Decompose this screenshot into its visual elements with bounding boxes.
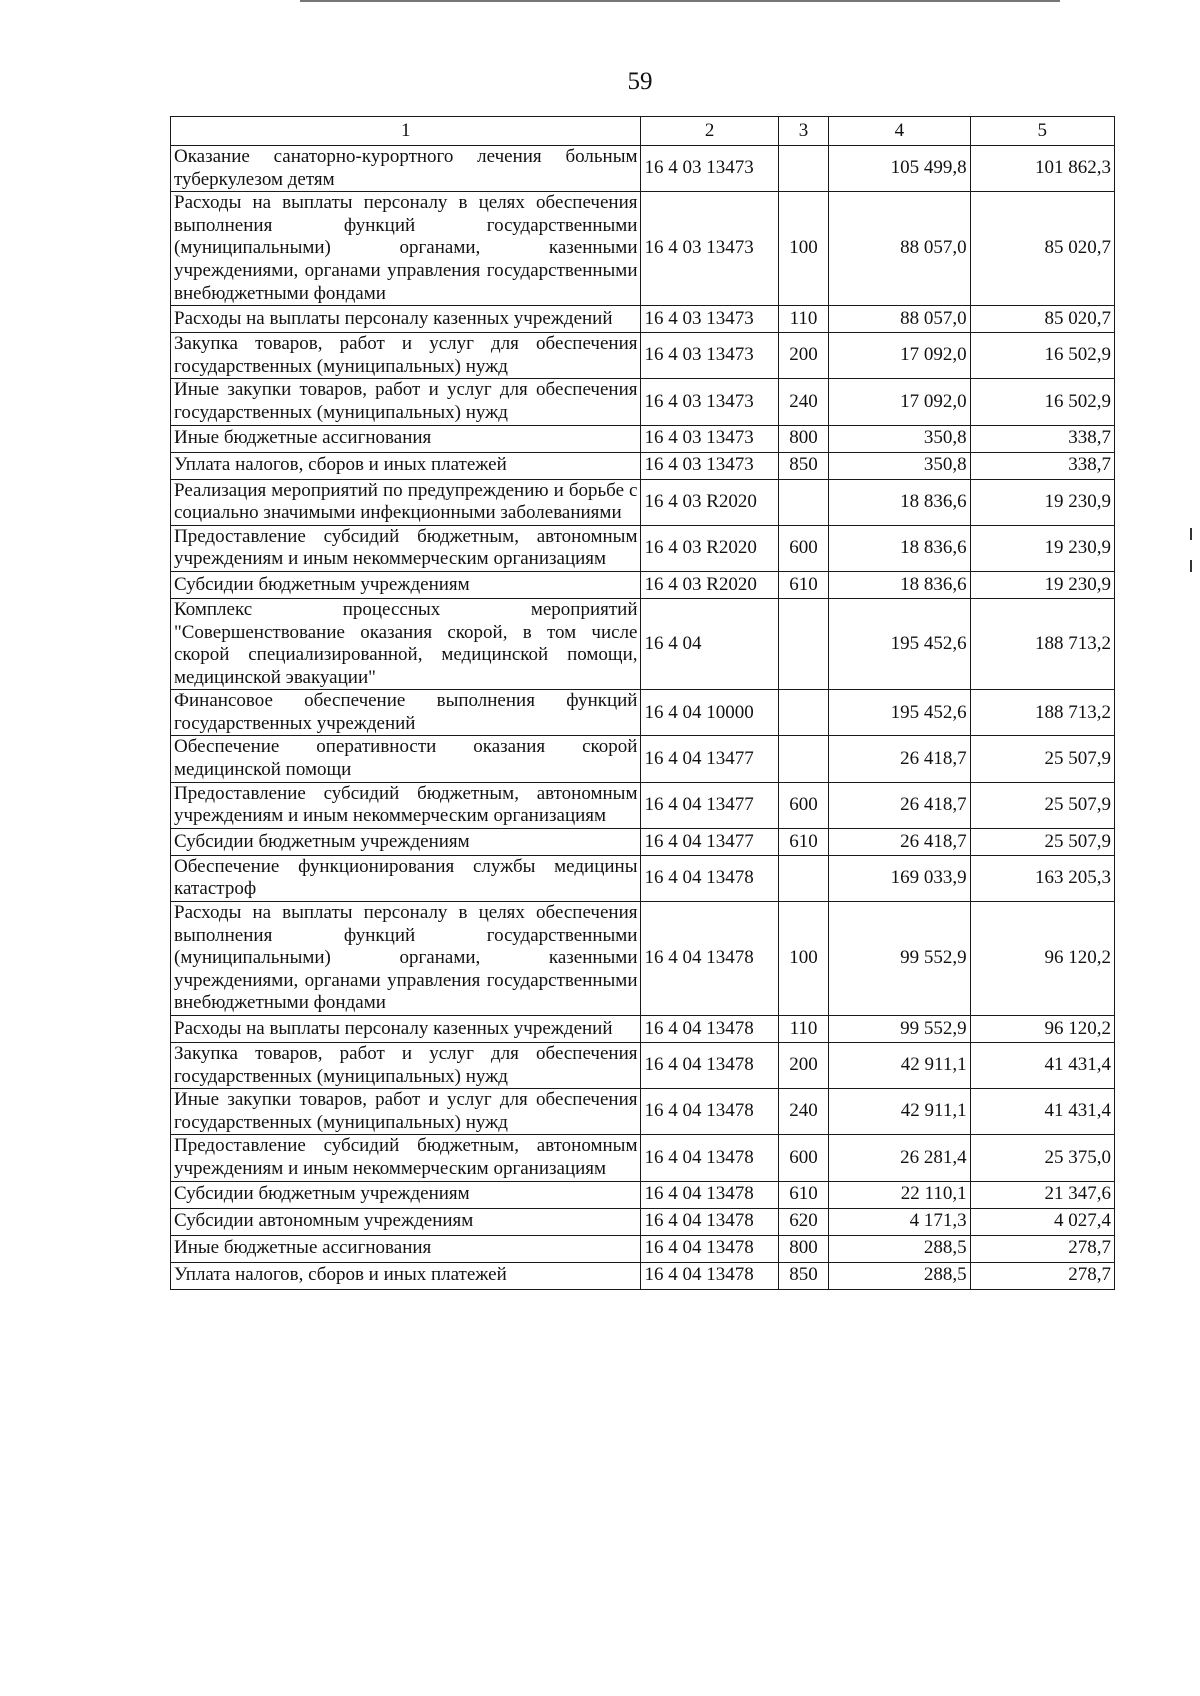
row-type-cell: 600 [778, 782, 828, 828]
row-type-cell: 610 [778, 828, 828, 855]
row-name-cell: Расходы на выплаты персоналу казенных учреждений [171, 1016, 641, 1043]
row-name-cell: Реализация мероприятий по предупреждению и борьбе с социально значимыми инфекционными заболеваниями [171, 479, 641, 525]
table-row [171, 598, 1115, 689]
row-name-cell: Предоставление субсидий бюджетным, автономным учреждениям и иным некоммерческим организациям [171, 1135, 641, 1181]
row-type-cell: 800 [778, 1235, 828, 1262]
row-type-cell [778, 146, 828, 192]
row-type-cell [778, 479, 828, 525]
table-row [171, 902, 1115, 1016]
row-type-cell: 600 [778, 525, 828, 571]
row-value-col5-cell: 25 507,9 [970, 782, 1114, 828]
row-value-col5-cell: 25 375,0 [970, 1135, 1114, 1181]
table-row [171, 525, 1115, 571]
row-value-col5-cell: 338,7 [970, 452, 1114, 479]
row-name-cell: Иные закупки товаров, работ и услуг для обеспечения государственных (муниципальных) нужд [171, 1089, 641, 1135]
row-name-cell: Иные бюджетные ассигнования [171, 1235, 641, 1262]
row-code-cell: 16 4 04 10000 [641, 690, 778, 736]
row-value-col4-cell: 26 418,7 [829, 828, 970, 855]
row-name-cell: Предоставление субсидий бюджетным, автономным учреждениям и иным некоммерческим организациям [171, 782, 641, 828]
row-name-cell: Субсидии бюджетным учреждениям [171, 1181, 641, 1208]
row-value-col4-cell: 195 452,6 [829, 598, 970, 689]
row-code-cell: 16 4 04 13478 [641, 855, 778, 901]
row-value-col4-cell: 22 110,1 [829, 1181, 970, 1208]
row-name-cell: Расходы на выплаты персоналу казенных учреждений [171, 306, 641, 333]
row-name-cell: Финансовое обеспечение выполнения функций государственных учреждений [171, 690, 641, 736]
row-value-col5-cell: 16 502,9 [970, 379, 1114, 425]
row-code-cell: 16 4 04 13477 [641, 828, 778, 855]
row-value-col5-cell: 4 027,4 [970, 1208, 1114, 1235]
row-code-cell: 16 4 04 13478 [641, 1016, 778, 1043]
row-name-cell: Иные закупки товаров, работ и услуг для обеспечения государственных (муниципальных) нужд [171, 379, 641, 425]
row-type-cell: 240 [778, 379, 828, 425]
row-value-col4-cell: 99 552,9 [829, 902, 970, 1016]
table-row [171, 1181, 1115, 1208]
row-name-cell: Закупка товаров, работ и услуг для обеспечения государственных (муниципальных) нужд [171, 333, 641, 379]
row-value-col5-cell: 163 205,3 [970, 855, 1114, 901]
row-value-col4-cell: 350,8 [829, 425, 970, 452]
row-code-cell: 16 4 03 13473 [641, 306, 778, 333]
scan-mark [1190, 528, 1192, 540]
row-value-col4-cell: 99 552,9 [829, 1016, 970, 1043]
row-type-cell: 100 [778, 192, 828, 306]
row-value-col4-cell: 42 911,1 [829, 1043, 970, 1089]
row-code-cell: 16 4 04 [641, 598, 778, 689]
row-name-cell: Субсидии бюджетным учреждениям [171, 828, 641, 855]
table-row [171, 1235, 1115, 1262]
row-type-cell [778, 690, 828, 736]
row-value-col4-cell: 18 836,6 [829, 479, 970, 525]
table-row [171, 690, 1115, 736]
header-col-3: 3 [778, 117, 828, 146]
row-value-col4-cell: 26 418,7 [829, 782, 970, 828]
header-col-1: 1 [171, 117, 641, 146]
row-value-col4-cell: 18 836,6 [829, 525, 970, 571]
row-value-col5-cell: 41 431,4 [970, 1089, 1114, 1135]
row-value-col4-cell: 17 092,0 [829, 333, 970, 379]
row-name-cell: Субсидии автономным учреждениям [171, 1208, 641, 1235]
row-name-cell: Комплекс процессных мероприятий "Совершенствование оказания скорой, в том числе скорой специализированной, медицинской помощи, медицинской эвакуации" [171, 598, 641, 689]
table-row [171, 452, 1115, 479]
row-value-col4-cell: 18 836,6 [829, 571, 970, 598]
row-type-cell: 610 [778, 1181, 828, 1208]
table-row [171, 828, 1115, 855]
table-header [171, 117, 1115, 146]
header-col-2: 2 [641, 117, 778, 146]
table-body [171, 146, 1115, 1290]
row-value-col5-cell: 101 862,3 [970, 146, 1114, 192]
row-code-cell: 16 4 03 R2020 [641, 525, 778, 571]
row-type-cell: 240 [778, 1089, 828, 1135]
row-value-col4-cell: 195 452,6 [829, 690, 970, 736]
row-code-cell: 16 4 03 R2020 [641, 571, 778, 598]
table-row [171, 1262, 1115, 1289]
row-type-cell: 850 [778, 452, 828, 479]
row-value-col5-cell: 25 507,9 [970, 828, 1114, 855]
row-type-cell [778, 855, 828, 901]
row-name-cell: Субсидии бюджетным учреждениям [171, 571, 641, 598]
row-name-cell: Расходы на выплаты персоналу в целях обеспечения выполнения функций государственными (муниципальными) органами, казенными учреждениями, органами управления государственными внебюджетными фондами [171, 902, 641, 1016]
row-code-cell: 16 4 03 13473 [641, 425, 778, 452]
row-name-cell: Уплата налогов, сборов и иных платежей [171, 1262, 641, 1289]
row-type-cell: 800 [778, 425, 828, 452]
row-value-col4-cell: 88 057,0 [829, 306, 970, 333]
row-code-cell: 16 4 04 13478 [641, 1262, 778, 1289]
row-name-cell: Предоставление субсидий бюджетным, автономным учреждениям и иным некоммерческим организациям [171, 525, 641, 571]
row-code-cell: 16 4 04 13478 [641, 1208, 778, 1235]
table-row [171, 1135, 1115, 1181]
row-type-cell: 110 [778, 306, 828, 333]
row-code-cell: 16 4 04 13478 [641, 1089, 778, 1135]
row-value-col4-cell: 105 499,8 [829, 146, 970, 192]
table-row [171, 782, 1115, 828]
row-value-col5-cell: 19 230,9 [970, 525, 1114, 571]
row-value-col4-cell: 17 092,0 [829, 379, 970, 425]
row-name-cell: Оказание санаторно-курортного лечения больным туберкулезом детям [171, 146, 641, 192]
row-code-cell: 16 4 04 13477 [641, 736, 778, 782]
table-row [171, 379, 1115, 425]
row-code-cell: 16 4 04 13478 [641, 1135, 778, 1181]
row-code-cell: 16 4 04 13478 [641, 1181, 778, 1208]
table-row [171, 571, 1115, 598]
row-type-cell: 850 [778, 1262, 828, 1289]
row-value-col4-cell: 88 057,0 [829, 192, 970, 306]
row-value-col5-cell: 278,7 [970, 1235, 1114, 1262]
row-type-cell: 610 [778, 571, 828, 598]
row-value-col5-cell: 96 120,2 [970, 1016, 1114, 1043]
row-value-col4-cell: 350,8 [829, 452, 970, 479]
row-name-cell: Обеспечение оперативности оказания скорой медицинской помощи [171, 736, 641, 782]
row-value-col5-cell: 85 020,7 [970, 192, 1114, 306]
header-row [171, 117, 1115, 146]
row-code-cell: 16 4 03 13473 [641, 146, 778, 192]
page-number: 59 [627, 68, 653, 95]
row-value-col5-cell: 21 347,6 [970, 1181, 1114, 1208]
row-type-cell: 600 [778, 1135, 828, 1181]
row-type-cell: 100 [778, 902, 828, 1016]
row-code-cell: 16 4 04 13478 [641, 902, 778, 1016]
row-name-cell: Закупка товаров, работ и услуг для обеспечения государственных (муниципальных) нужд [171, 1043, 641, 1089]
row-code-cell: 16 4 04 13478 [641, 1043, 778, 1089]
row-value-col4-cell: 26 418,7 [829, 736, 970, 782]
row-value-col5-cell: 96 120,2 [970, 902, 1114, 1016]
row-name-cell: Иные бюджетные ассигнования [171, 425, 641, 452]
row-code-cell: 16 4 03 R2020 [641, 479, 778, 525]
row-value-col5-cell: 188 713,2 [970, 690, 1114, 736]
table-row [171, 1016, 1115, 1043]
row-value-col4-cell: 26 281,4 [829, 1135, 970, 1181]
row-type-cell [778, 598, 828, 689]
budget-table [170, 116, 1115, 1290]
row-value-col5-cell: 85 020,7 [970, 306, 1114, 333]
row-value-col4-cell: 42 911,1 [829, 1089, 970, 1135]
table-row [171, 306, 1115, 333]
row-code-cell: 16 4 03 13473 [641, 452, 778, 479]
table-row [171, 736, 1115, 782]
header-col-5: 5 [970, 117, 1114, 146]
table-row [171, 479, 1115, 525]
row-type-cell [778, 736, 828, 782]
row-value-col5-cell: 41 431,4 [970, 1043, 1114, 1089]
row-value-col5-cell: 338,7 [970, 425, 1114, 452]
row-type-cell: 110 [778, 1016, 828, 1043]
row-type-cell: 200 [778, 1043, 828, 1089]
scan-mark [1190, 560, 1192, 572]
row-type-cell: 200 [778, 333, 828, 379]
table-row [171, 1089, 1115, 1135]
row-name-cell: Уплата налогов, сборов и иных платежей [171, 452, 641, 479]
row-value-col5-cell: 19 230,9 [970, 571, 1114, 598]
row-value-col5-cell: 25 507,9 [970, 736, 1114, 782]
row-value-col5-cell: 278,7 [970, 1262, 1114, 1289]
row-code-cell: 16 4 03 13473 [641, 192, 778, 306]
row-value-col5-cell: 16 502,9 [970, 333, 1114, 379]
row-value-col4-cell: 288,5 [829, 1235, 970, 1262]
row-value-col4-cell: 4 171,3 [829, 1208, 970, 1235]
row-type-cell: 620 [778, 1208, 828, 1235]
table-row [171, 333, 1115, 379]
row-value-col4-cell: 288,5 [829, 1262, 970, 1289]
table-row [171, 425, 1115, 452]
row-value-col4-cell: 169 033,9 [829, 855, 970, 901]
row-code-cell: 16 4 03 13473 [641, 333, 778, 379]
table-row [171, 1208, 1115, 1235]
table-row [171, 855, 1115, 901]
top-scan-border [300, 0, 1060, 2]
table-row [171, 192, 1115, 306]
header-col-4: 4 [829, 117, 970, 146]
table-row [171, 146, 1115, 192]
row-code-cell: 16 4 04 13478 [641, 1235, 778, 1262]
row-value-col5-cell: 19 230,9 [970, 479, 1114, 525]
row-name-cell: Расходы на выплаты персоналу в целях обеспечения выполнения функций государственными (муниципальными) органами, казенными учреждениями, органами управления государственными внебюджетными фондами [171, 192, 641, 306]
row-code-cell: 16 4 03 13473 [641, 379, 778, 425]
row-name-cell: Обеспечение функционирования службы медицины катастроф [171, 855, 641, 901]
table-row [171, 1043, 1115, 1089]
row-value-col5-cell: 188 713,2 [970, 598, 1114, 689]
row-code-cell: 16 4 04 13477 [641, 782, 778, 828]
